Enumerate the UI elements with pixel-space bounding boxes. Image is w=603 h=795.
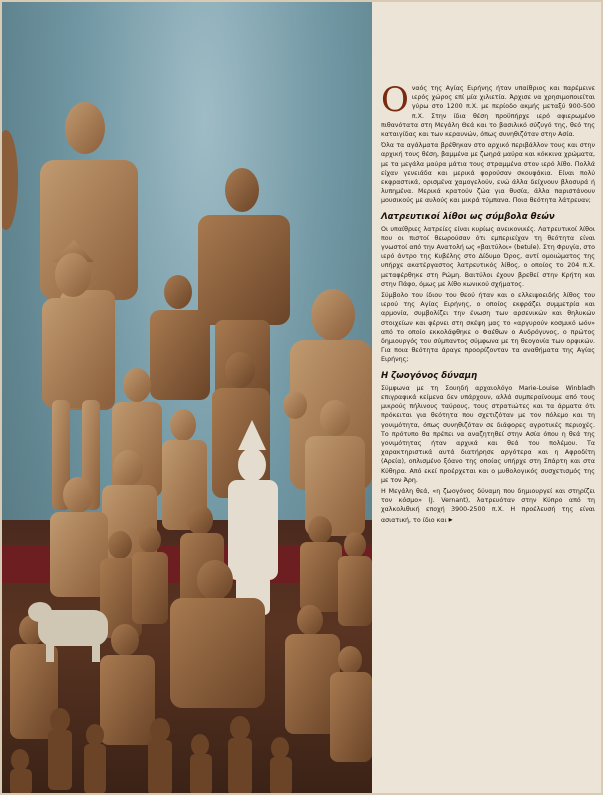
paragraph-winbladh: Σύμφωνα με τη Σουηδή αρχαιολόγο Marie-Louise Winbladh επιγραφικά κείμενα δεν υπάρχουν, αλλά συμπεραίνουμε από τους μικρούς πήλινους ταύρους, τους στρατιώτες και τα άρματα ότι πρόκειται για θεότητα που σχετιζόταν με τον πόλεμο και τη γονιμότητα, όπως συνηθιζόταν σε διάφορες αγροτικές περιοχές. Το πρότυπο θα πρέπει να αναζητηθεί στην Ασία όπου η θεά της γονιμότητας ήταν αρχικά και θεά του πολέμου. Τα χαρακτηριστικά αυτά διατήρησε αργότερα και η Αφροδίτη (Αρεία), οπλισμένο ξόανο της οποίας υπήρχε στη Σπάρτη και στα Κύθηρα. Από εκεί προέρχεται και ο μυθολογικός συσχετισμός της με τον Άρη.: [381, 384, 595, 484]
great-goddess-text: Η Μεγάλη θεά, «η ζωογόνος δύναμη που δημιουργεί και στηρίζει τον κόσμο» (J. Vernant), λατρευόταν στην Κύπρο από τη χαλκολιθική εποχή 3900-2500 π.Χ. Η προέλευσή της είναι ασιατική, το ίδιο και: [381, 487, 595, 524]
paragraph-great-goddess: [381, 487, 595, 525]
article-column: [381, 80, 595, 527]
intro-text: ναός της Αγίας Ειρήνης ήταν υπαίθριος και παρέμεινε ιερός χώρος επί μία χιλιετία. Άρχισε να χρησιμοποιείται γύρω στο 1200 π.Χ. με περίοδο ακμής μεταξύ 900-500 π.Χ. Στην ίδια θέση προϋπήρχε ιερό αφιερωμένο πιθανότατα στη Μεγάλη Θεά και το βασιλικό σύζυγό της, θεό της καταιγίδας και των κεραυνών, όπως συνηθιζόταν στην Ασία.: [381, 85, 595, 139]
intro-paragraph: [381, 80, 595, 139]
paragraph-statues: Όλα τα αγάλματα βρέθηκαν στο αρχικό περιβάλλον τους και στην αρχική τους θέση, βαμμένα με ζωηρά μαύρα και κόκκινα χρώματα, με τα μεγάλα μαύρα μάτια τους στραμμένα στον ιερό λίθο. Πολλά είχαν γενειάδα και μερικά φορούσαν σκουφάκια. Είναι πολύ εκφραστικά, ορισμένα χαμογελούν, ενώ άλλα δείχνουν βλοσυρά ή λυπημένα. Μερικά κρατούν ζώα για θυσία, άλλα παριστάνουν μουσικούς με αυλούς και μικρά τύμπανα. Ποια θεότητα λάτρευαν;: [381, 142, 595, 205]
paragraph-baetyls: Οι υπαίθριες λατρείες είναι κυρίως ανεικονικές. Λατρευτικοί λίθοι που οι πιστοί θεωρούσαν ότι εμπεριείχαν τη θεότητα είναι γνωστοί από την Ανατολή ως «βαιτύλοι» (betule). Στη Φρυγία, στο ιερό άντρο της Κυβέλης στο Δίδυμο Όρος, αντί ομοιώματος της υπήρχε ακατέργαστος λατρευτικός λίθος, ο οποίος το 204 π.Χ. μεταφέρθηκε στη Ρώμη. Βαιτύλοι έχουν βρεθεί στην Κρήτη και στην Πάφο, όμως με λίθο κωνικού σχήματος.: [381, 225, 595, 288]
subheading-cult-stones: Λατρευτικοί λίθοι ως σύμβολα θεών: [381, 211, 555, 222]
continue-arrow-icon: ▸: [448, 514, 453, 524]
drop-cap: Ο: [381, 80, 409, 120]
edge-statue: [0, 130, 18, 230]
subheading-life-force: Η ζωογόνος δύναμη: [381, 370, 478, 381]
paragraph-elliptical-stone: Σύμβολο του ίδιου του θεού ήταν και ο ελλειψοειδής λίθος του ιερού της Αγίας Ειρήνης, ο οποίος εκφράζει συμμετρία και αρμονία, συμβολίζει την ένωση των αρσενικών και θηλυκών στοιχείων και φέρνει στη σκέψη μας το «αργυρούν κοσμικό ωόν» από το οποίο εκκολάφθηκε ο Φαέθων ο Ανδρόγυνος, ο πρώτος δημιουργός του σύμπαντος σύμφωνα με τη θεογονία των ορφικών. Για ποια θεότητα άραγε προορίζονταν τα αναθήματα της Αγίας Ειρήνης;: [381, 292, 595, 364]
